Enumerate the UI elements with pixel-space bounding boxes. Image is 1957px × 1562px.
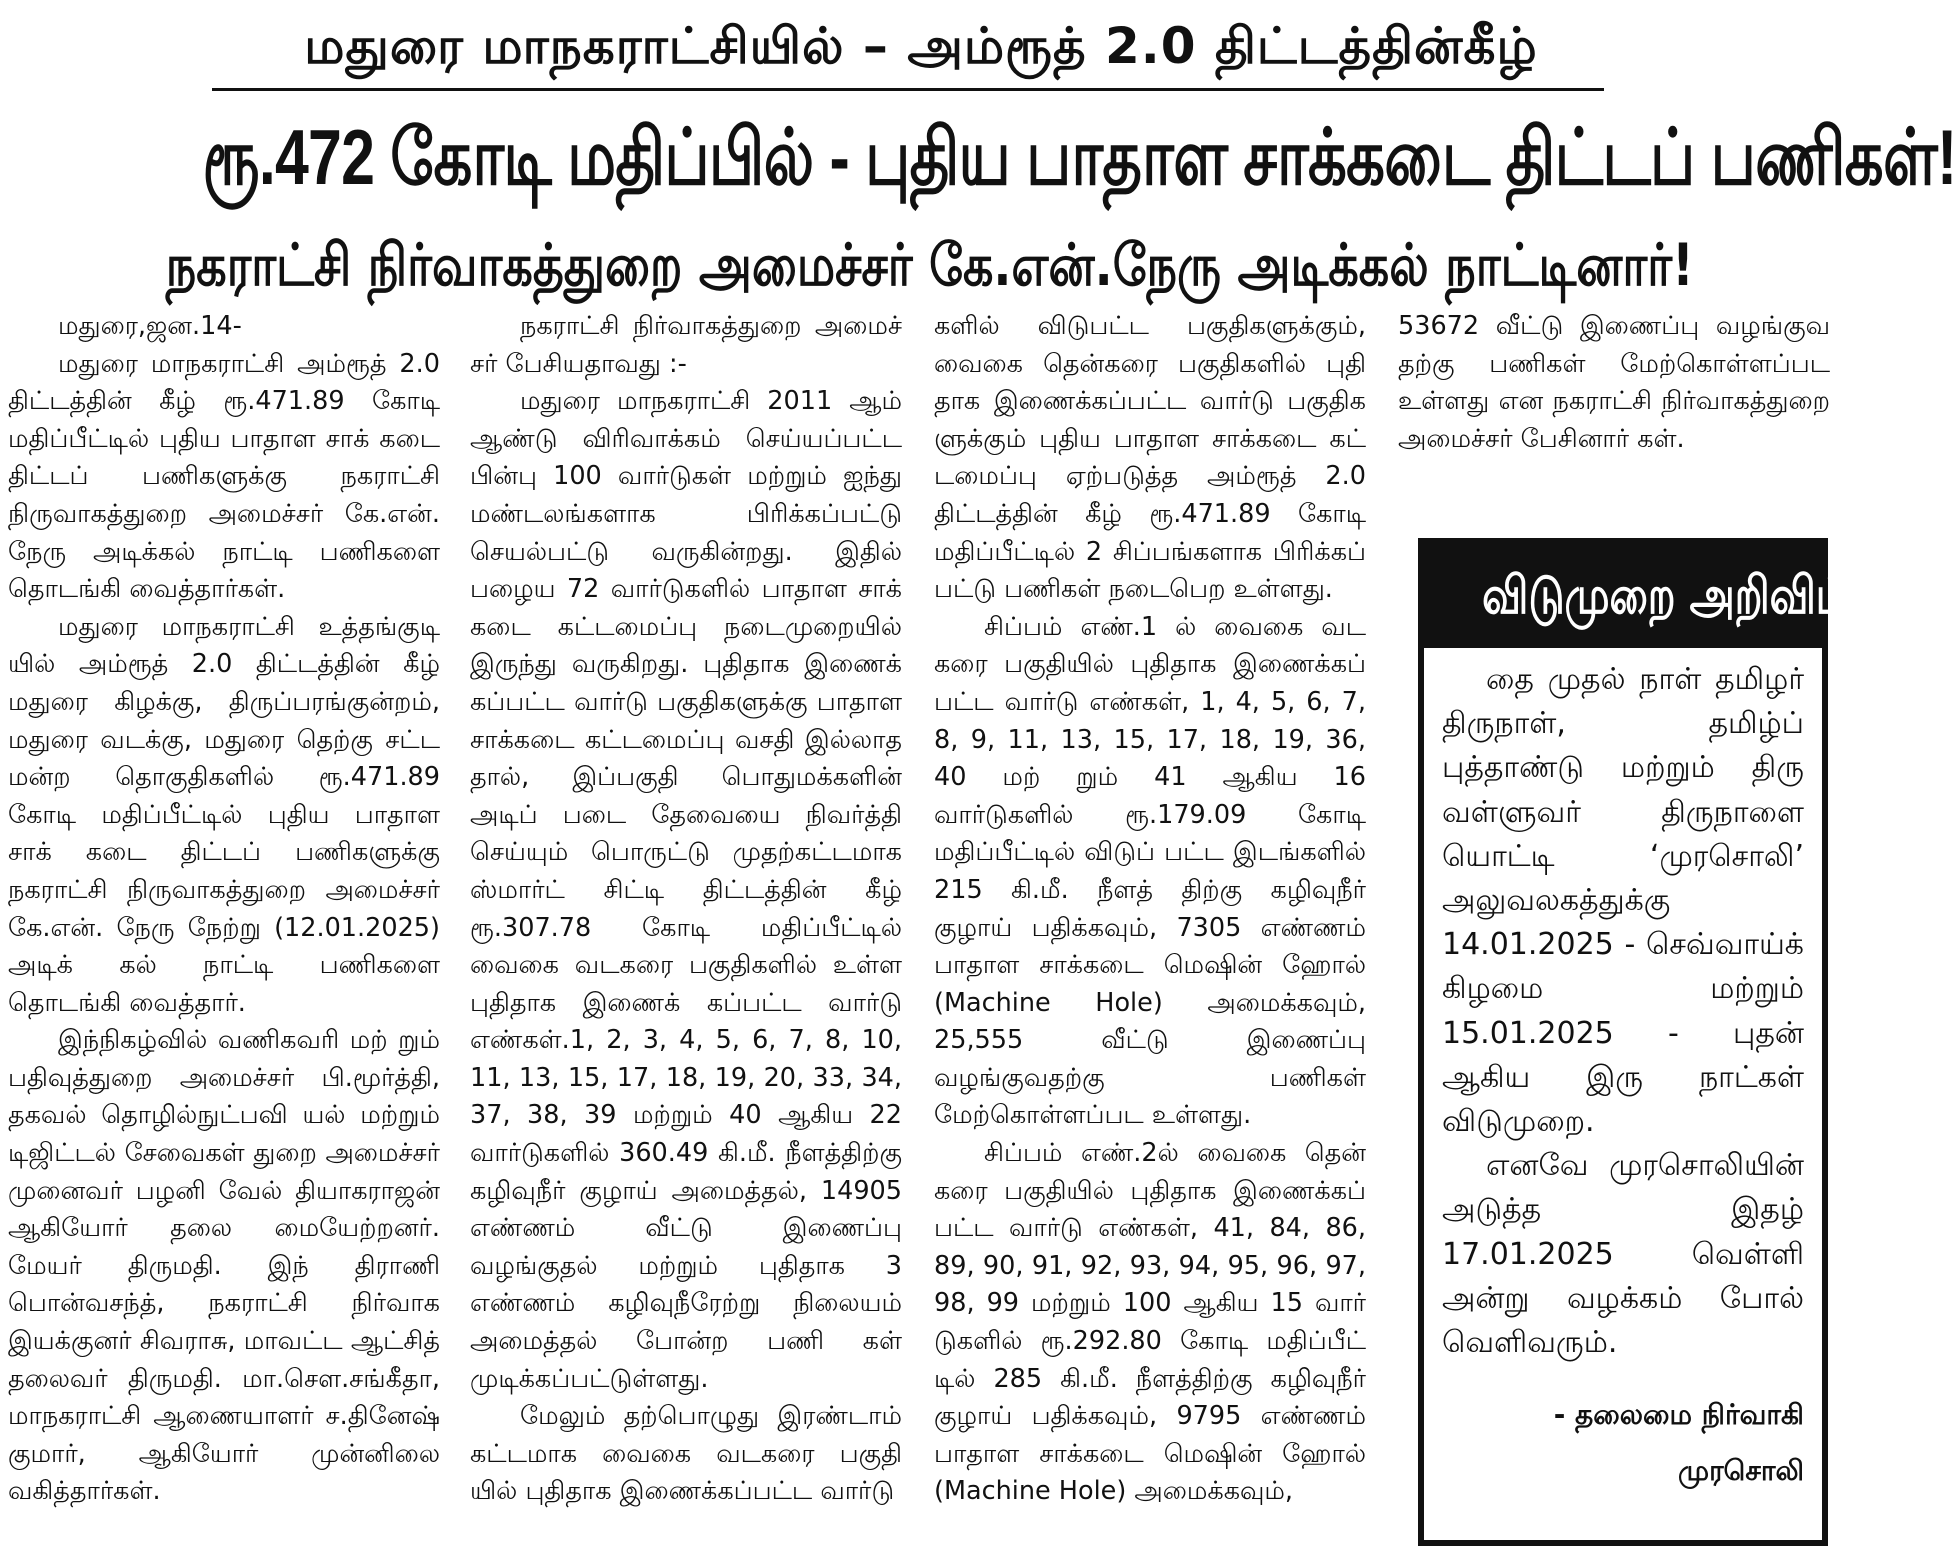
- kicker-divider: [212, 88, 1604, 91]
- notice-paragraph: தை முதல் நாள் தமிழர் திருநாள், தமிழ்ப் புத்தாண்டு மற்றும் திரு வள்ளுவர் திருநாளை யொட்டி ‘முரசொலி’ அலுவலகத்துக்கு 14.01.2025 - செவ்வாய்க் கிழமை மற்றும் 15.01.2025 - புதன் ஆகிய இரு நாட்கள் விடுமுறை.: [1442, 662, 1804, 1140]
- holiday-notice-box: [1418, 538, 1895, 1546]
- notice-title-text: விடுமுறை அறிவிப்பு!: [1482, 566, 1895, 626]
- signature-publication: முரசொலி: [1678, 1454, 1804, 1488]
- article-column-1: [8, 308, 440, 1511]
- notice-body: [1424, 648, 1822, 1365]
- main-headline: ரூ.472 கோடி மதிப்பில் - புதிய பாதாள சாக்கடை திட்டப் பணிகள்!: [202, 113, 1957, 201]
- article-paragraph: மதுரை மாநகராட்சி உத்தங்குடி யில் அம்ரூத் 2.0 திட்டத்தின் கீழ் மதுரை கிழக்கு, திருப்பரங்குன்றம், மதுரை வடக்கு, மதுரை தெற்கு சட்ட மன்ற தொகுதிகளில் ரூ.471.89 கோடி மதிப்பீட்டில் புதிய பாதாள சாக் கடை திட்டப் பணிகளுக்கு நகராட்சி நிருவாகத்துறை அமைச்சர் கே.என். நேரு நேற்று (12.01.2025) அடிக் கல் நாட்டி பணிகளை தொடங்கி வைத்தார்.: [8, 611, 440, 1018]
- article-paragraph: சிப்பம் எண்.2ல் வைகை தென் கரை பகுதியில் புதிதாக இணைக்கப் பட்ட வார்டு எண்கள், 41, 84, 86, 89, 90, 91, 92, 93, 94, 95, 96, 97, 98, 99 மற்றும் 100 ஆகிய 15 வார் டுகளில் ரூ.292.80 கோடி மதிப்பீட் டில் 285 கி.மீ. நீளத்திற்கு கழிவுநீர் குழாய் பதிக்கவும், 9795 எண்ணம் பாதாள சாக்கடை மெஷின் ஹோல் (Machine Hole) அமைக்கவும்,: [934, 1138, 1366, 1507]
- article-paragraph: நகராட்சி நிர்வாகத்துறை அமைச் சர் பேசியதாவது :-: [470, 311, 902, 379]
- kicker-headline: மதுரை மாநகராட்சியில் – அம்ரூத் 2.0 திட்டத்தின்கீழ்: [304, 17, 1538, 75]
- notice-signature: [1424, 1365, 1822, 1499]
- article-paragraph: மேலும் தற்பொழுது இரண்டாம் கட்டமாக வைகை வடகரை பகுதி யில் புதிதாக இணைக்கப்பட்ட வார்டு: [470, 1401, 902, 1507]
- article-paragraph: களில் விடுபட்ட பகுதிகளுக்கும், வைகை தென்கரை பகுதிகளில் புதி தாக இணைக்கப்பட்ட வார்டு பகுதிக ளுக்கும் புதிய பாதாள சாக்கடை கட் டமைப்பு ஏற்படுத்த அம்ரூத் 2.0 திட்டத்தின் கீழ் ரூ.471.89 கோடி மதிப்பீட்டில் 2 சிப்பங்களாக பிரிக்கப் பட்டு பணிகள் நடைபெற உள்ளது.: [934, 311, 1366, 605]
- article-paragraph: மதுரை மாநகராட்சி அம்ரூத் 2.0 திட்டத்தின் கீழ் ரூ.471.89 கோடி மதிப்பீட்டில் புதிய பாதாள சாக் கடை திட்டப் பணிகளுக்கு நகராட்சி நிருவாகத்துறை அமைச்சர் கே.என். நேரு அடிக்கல் நாட்டி பணிகளை தொடங்கி வைத்தார்கள்.: [8, 348, 440, 605]
- signature-title: - தலைமை நிர்வாகி: [1553, 1398, 1804, 1432]
- article-paragraph: மதுரை மாநகராட்சி 2011 ஆம் ஆண்டு விரிவாக்கம் செய்யப்பட்ட பின்பு 100 வார்டுகள் மற்றும் ஐந்து மண்டலங்களாக பிரிக்கப்பட்டு செயல்பட்டு வருகின்றது. இதில் பழைய 72 வார்டுகளில் பாதாள சாக் கடை கட்டமைப்பு நடைமுறையில் இருந்து வருகிறது. புதிதாக இணைக் கப்பட்ட வார்டு பகுதிகளுக்கு பாதாள சாக்கடை கட்டமைப்பு வசதி இல்லாத தால், இப்பகுதி பொதுமக்களின் அடிப் படை தேவையை நிவர்த்தி செய்யும் பொருட்டு முதற்கட்டமாக ஸ்மார்ட் சிட்டி திட்டத்தின் கீழ் ரூ.307.78 கோடி மதிப்பீட்டில் வைகை வடகரை பகுதிகளில் உள்ள புதிதாக இணைக் கப்பட்ட வார்டு எண்கள்.1, 2, 3, 4, 5, 6, 7, 8, 10, 11, 13, 15, 17, 18, 19, 20, 33, 34, 37, 38, 39 மற்றும் 40 ஆகிய 22 வார்டுகளில் 360.49 கி.மீ. நீளத்திற்கு கழிவுநீர் குழாய் அமைத்தல், 14905 எண்ணம் வீட்டு இணைப்பு வழங்குதல் மற்றும் புதிதாக 3 எண்ணம் கழிவுநீரேற்று நிலையம் அமைத்தல் போன்ற பணி கள் முடிக்கப்பட்டுள்ளது.: [470, 386, 902, 1394]
- dateline: மதுரை,ஜன.14-: [58, 311, 242, 341]
- article-column-3: [934, 308, 1366, 1511]
- article-column-4: [1398, 308, 1830, 458]
- article-paragraph: இந்நிகழ்வில் வணிகவரி மற் றும் பதிவுத்துறை அமைச்சர் பி.மூர்த்தி, தகவல் தொழில்நுட்பவி யல் மற்றும் டிஜிட்டல் சேவைகள் துறை அமைச்சர் முனைவர் பழனி வேல் தியாகராஜன் ஆகியோர் தலை மையேற்றனர். மேயர் திருமதி. இந் திராணி பொன்வசந்த், நகராட்சி நிர்வாக இயக்குனர் சிவராசு, மாவட்ட ஆட்சித் தலைவர் திருமதி. மா.செள.சங்கீதா, மாநகராட்சி ஆணையாளர் ச.தினேஷ் குமார், ஆகியோர் முன்னிலை வகித்தார்கள்.: [8, 1025, 440, 1507]
- sub-headline: நகராட்சி நிர்வாகத்துறை அமைச்சர் கே.என்.நேரு அடிக்கல் நாட்டினார்!: [165, 231, 1694, 299]
- notice-paragraph: எனவே முரசொலியின் அடுத்த இதழ் 17.01.2025 வெள்ளி அன்று வழக்கம் போல் வெளிவரும்.: [1442, 1148, 1804, 1361]
- notice-title: [1424, 544, 1895, 648]
- article-paragraph: சிப்பம் எண்.1 ல் வைகை வட கரை பகுதியில் புதிதாக இணைக்கப் பட்ட வார்டு எண்கள், 1, 4, 5, 6, 7, 8, 9, 11, 13, 15, 17, 18, 19, 36, 40 மற் றும் 41 ஆகிய 16 வார்டுகளில் ரூ.179.09 கோடி மதிப்பீட்டில் விடுப் பட்ட இடங்களில் 215 கி.மீ. நீளத் திற்கு கழிவுநீர் குழாய் பதிக்கவும், 7305 எண்ணம் பாதாள சாக்கடை மெஷின் ஹோல் (Machine Hole) அமைக்கவும், 25,555 வீட்டு இணைப்பு வழங்குவதற்கு பணிகள் மேற்கொள்ளப்பட உள்ளது.: [934, 611, 1366, 1131]
- article-column-2: [470, 308, 902, 1511]
- article-paragraph: 53672 வீட்டு இணைப்பு வழங்குவ தற்கு பணிகள் மேற்கொள்ளப்பட உள்ளது என நகராட்சி நிர்வாகத்துறை அமைச்சர் பேசினார் கள்.: [1398, 311, 1830, 454]
